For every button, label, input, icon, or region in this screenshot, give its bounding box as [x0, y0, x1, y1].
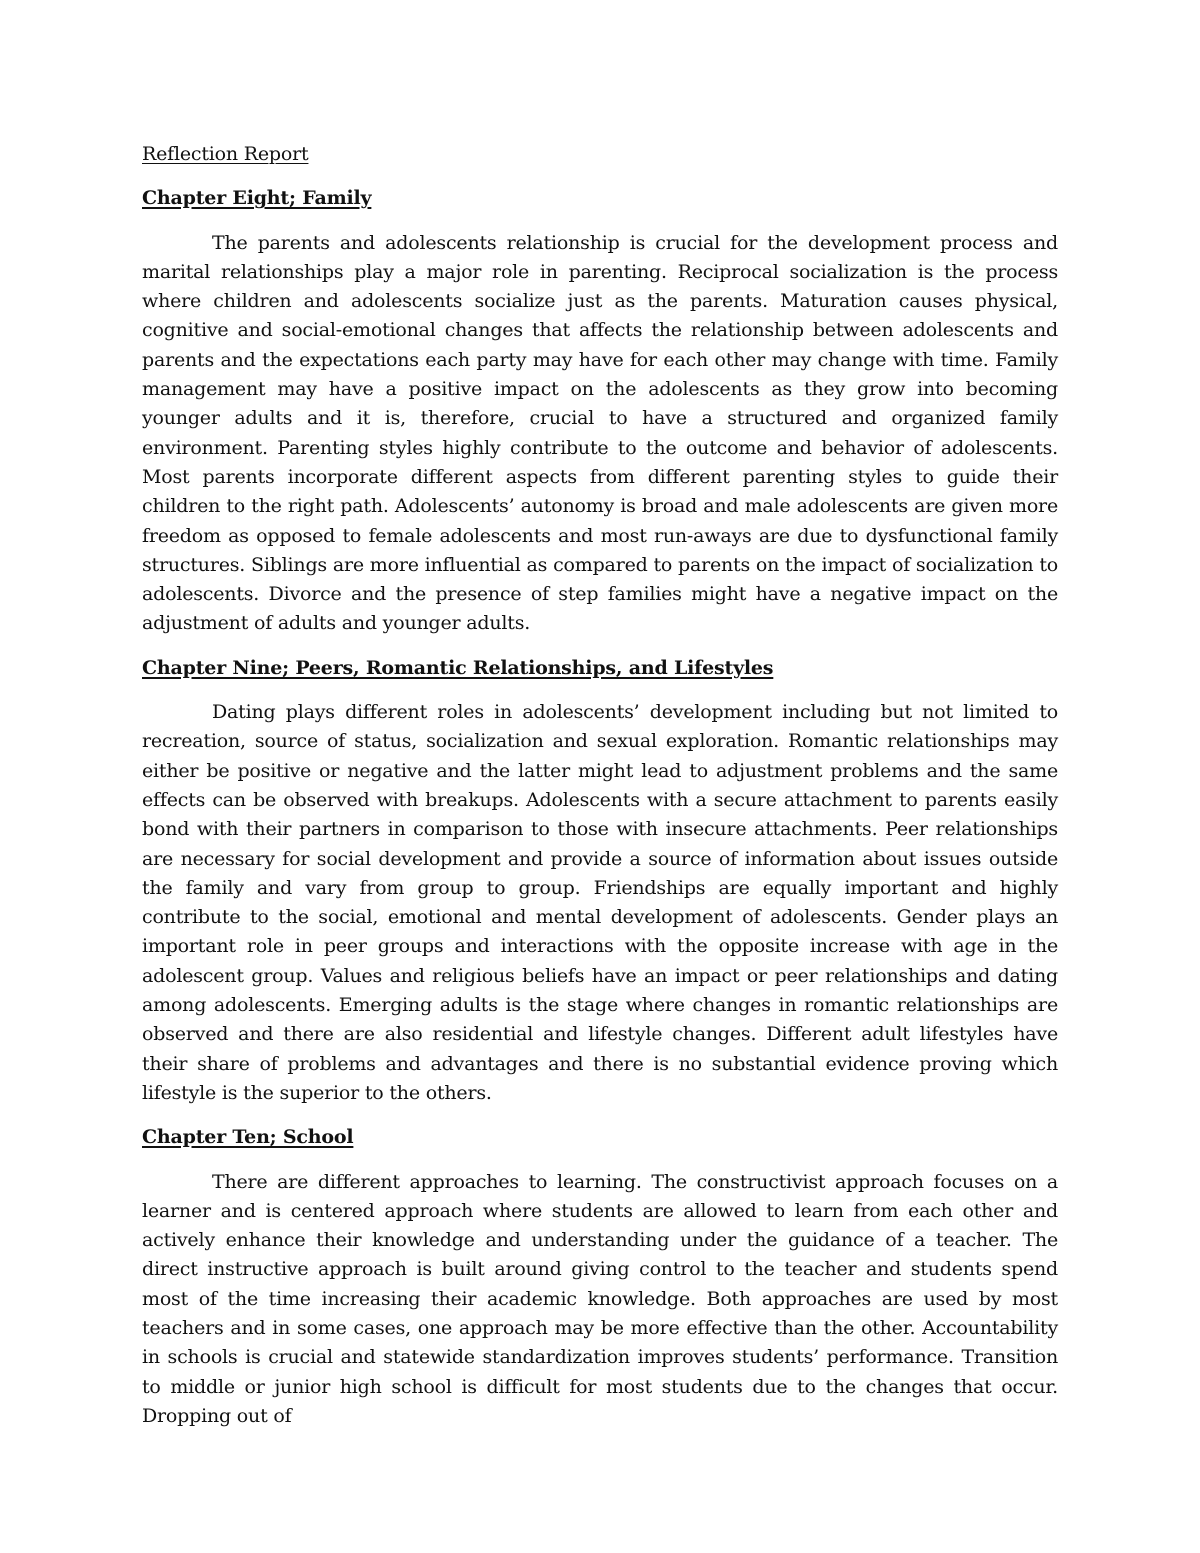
section-body-family: The parents and adolescents relationship is crucial for the development process and marital relationships play a major role in parenting. Reciprocal socialization is the process where children and adolescents socialize just as the parents. Maturation causes physical, cognitive and social-emotional changes that affects the relationship between adolescents and parents and the expectations each party may have for each other may change with time. Family management may have a positive impact on the adolescents as they grow into becoming younger adults and it is, therefore, crucial to have a structured and organized family environment. Parenting styles highly contribute to the outcome and behavior of adolescents. Most parents incorporate different aspects from different parenting styles to guide their children to the right path. Adolescents’ autonomy is broad and male adolescents are given more freedom as opposed to female adolescents and most run-aways are due to dysfunctional family structures. Siblings are more influential as compared to parents on the impact of socialization to adolescents. Divorce and the presence of step families might have a negative impact on the adjustment of adults and younger adults.: [142, 231, 1058, 635]
section-heading-peers: Chapter Nine; Peers, Romantic Relationships, and Lifestyles: [142, 656, 774, 679]
section-body-peers: Dating plays different roles in adolescents’ development including but not limited to recreation, source of status, socialization and sexual exploration. Romantic relationships may either be positive or negative and the latter might lead to adjustment problems and the same effects can be observed with breakups. Adolescents with a secure attachment to parents easily bond with their partners in comparison to those with insecure attachments. Peer relationships are necessary for social development and provide a source of information about issues outside the family and vary from group to group. Friendships are equally important and highly contribute to the social, emotional and mental development of adolescents. Gender plays an important role in peer groups and interactions with the opposite increase with age in the adolescent group. Values and religious beliefs have an impact or peer relationships and dating among adolescents. Emerging adults is the stage where changes in romantic relationships are observed and there are also residential and lifestyle changes. Different adult lifestyles have their share of problems and advantages and there is no substantial evidence proving which lifestyle is the superior to the others.: [142, 701, 1058, 1104]
document-title: Reflection Report: [142, 143, 309, 165]
section-body-school: There are different approaches to learning. The constructivist approach focuses on a learner and is centered approach where students are allowed to learn from each other and actively enhance their knowledge and understanding under the guidance of a teacher. The direct instructive approach is built around giving control to the teacher and students spend most of the time increasing their academic knowledge. Both approaches are used by most teachers and in some cases, one approach may be more effective than the other. Accountability in schools is crucial and statewide standardization improves students’ performance. Transition to middle or junior high school is difficult for most students due to the changes that occur. Dropping out of: [142, 1170, 1058, 1427]
section-heading-family: Chapter Eight; Family: [142, 187, 372, 210]
section-heading-school: Chapter Ten; School: [142, 1126, 354, 1149]
document-page: [142, 140, 1058, 1446]
